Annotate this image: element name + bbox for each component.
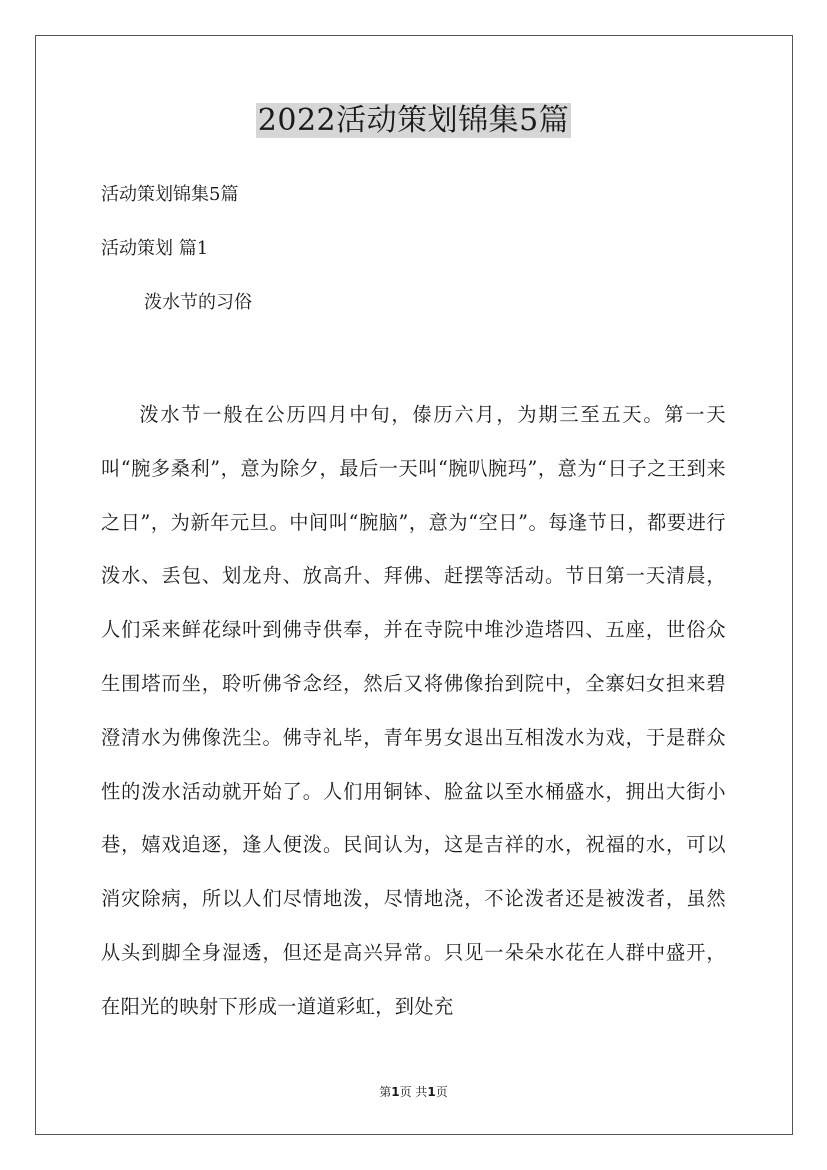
document-title-text: 2022活动策划锦集5篇 (257, 103, 570, 138)
document-title (0, 100, 827, 142)
page-footer (0, 1084, 827, 1100)
document-subtitle: 活动策划锦集5篇 (101, 184, 239, 205)
footer-page-current: 1 (391, 1085, 400, 1099)
body-paragraph: 泼水节一般在公历四月中旬，傣历六月，为期三至五天。第一天叫“腕多桑利”，意为除夕，最后一天叫“腕叭腕玛”，意为“日子之王到来之日”，为新年元旦。中间叫“腕脑”，意为“空日”。每逢节日，都要进行泼水、丢包、划龙舟、放高升、拜佛、赶摆等活动。节日第一天清晨，人们采来鲜花绿叶到佛寺供奉，并在寺院中堆沙造塔四、五座，世俗众生围塔而坐，聆听佛爷念经，然后又将佛像抬到院中，全寨妇女担来碧澄清水为佛像洗尘。佛寺礼毕，青年男女退出互相泼水为戏，于是群众性的泼水活动就开始了。人们用铜钵、脸盆以至水桶盛水，拥出大街小巷，嬉戏追逐，逢人便泼。民间认为，这是吉祥的水，祝福的水，可以消灾除病，所以人们尽情地泼，尽情地浇，不论泼者还是被泼者，虽然从头到脚全身湿透，但还是高兴异常。只见一朵朵水花在人群中盛开，在阳光的映射下形成一道道彩虹，到处充 (101, 403, 726, 1018)
footer-page-suffix: 页 (435, 1085, 448, 1099)
footer-page-prefix: 第 (379, 1085, 392, 1099)
footer-page-mid: 页 共 (399, 1085, 428, 1099)
section-label: 活动策划 篇1 (101, 238, 209, 259)
footer-page-total: 1 (427, 1085, 436, 1099)
section-heading: 泼水节的习俗 (144, 292, 252, 313)
